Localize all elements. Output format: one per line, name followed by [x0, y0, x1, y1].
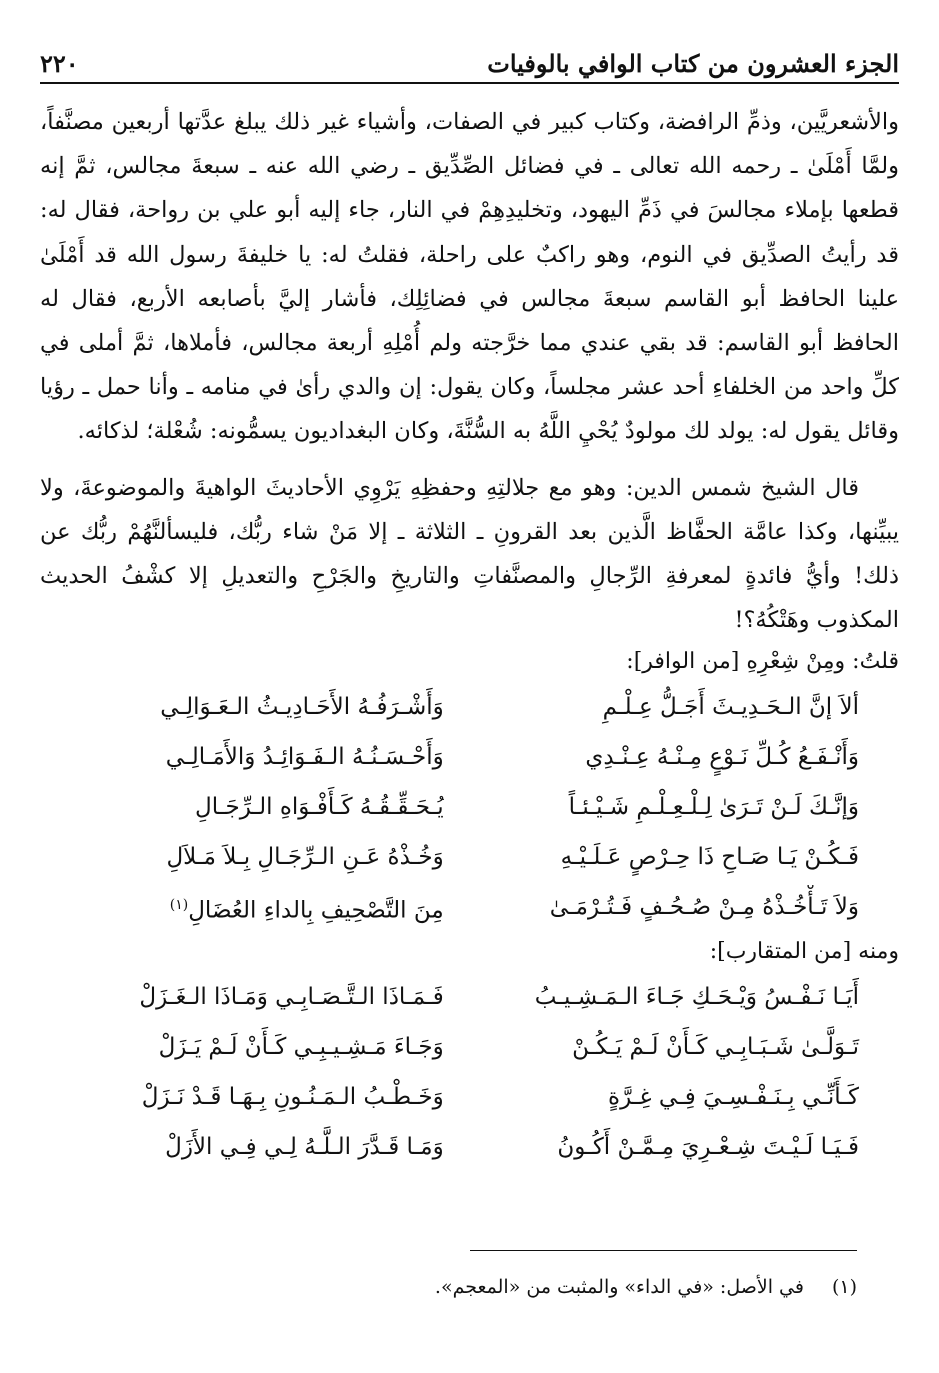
hemistich-second: وَمَـا قَـدَّرَ الـلَّـهُ لِـي فِـي الأَزَلْ: [165, 1134, 444, 1161]
running-title: الجزء العشرون من كتاب الوافي بالوفيات: [487, 49, 899, 78]
footnote-marker[interactable]: (١): [169, 896, 189, 913]
hemistich-second: فَـمَـاذَا الـتَّـصَـابِـي وَمَـاذَا الـغَـزَلْ: [139, 984, 444, 1011]
paragraph-2: قال الشيخ شمس الدين: وهو مع جلالتِهِ وحفظِهِ يَرْوِي الأحاديثَ الواهيةَ والموضوعةَ، ولا يبيِّنها، وكذا عامَّة الحفَّاظ الَّذين بعد القرونِ ـ الثلاثة ـ إلا مَنْ شاء ربُّك، فليسألنَّهُمْ ربُّك عن ذلك! وأيُّ فائدةٍ لمعرفةِ الرِّجالِ والمصنَّفاتِ والتاريخِ والجَرْحِ والتعديلِ إلا كشْفُ الحديث المكذوب وهَتْكُهُ؟!: [40, 474, 899, 634]
footnote-text: في الأصل: «في الداء» والمثبت من «المعجم».: [434, 1276, 804, 1298]
hemistich-second: وَخَـطْـبُ الـمَـنُـونِ بِـهَـا قَـدْ نَـزَلْ: [141, 1084, 444, 1111]
hemistich-second: يُـحَـقِّـقُـهُ كَـأَفْـوَاهِ الـرِّجَـالِ: [195, 794, 444, 821]
paragraph-1: والأشعريَّين، وذمِّ الرافضة، وكتاب كبير في الصفات، وأشياء غير ذلك يبلغ عدَّتها أربعين مصنَّفاً، ولمَّا أَمْلَىٰ ـ رحمه الله تعالى ـ في فضائل الصِّدِّيق ـ رضي الله عنه ـ سبعةَ مجالس، ثمَّ إنه قطعها بإملاء مجالسَ في ذَمِّ اليهود، وتخليدِهِمْ في النار، جاء إليه أبو علي بن رواحة، فقال له: قد رأيتُ الصدِّيق في النوم، وهو راكبٌ على راحلة، فقلتُ له: يا خليفةَ رسول الله قد أَمْلَىٰ علينا الحافظ أبو القاسم سبعةَ مجالس في فضائِلِك، فأشار إليَّ بأصابعه الأربع، فقال له الحافظ أبو القاسم: قد بقي عندي مما خرَّجته ولم أُمْلِهِ أربعة مجالس، فأملاها، ثمَّ أملى في كلِّ واحد من الخلفاءِ أحد عشر مجلساً، وكان يقول: إن والدي رأىٰ في منامه ـ وأنا حمل ـ رؤيا وقائل يقول له: يولد لك مولودٌ يُحْيِ اللَّهُ به السُّنَّةَ، وكان البغداديون يسمُّونه: شُعْلة؛ لذكائه.: [40, 109, 899, 445]
main-text: [40, 100, 899, 1172]
poem1-intro: قلتُ: ومِنْ شِعْرِهِ [من الوافر]:: [626, 649, 899, 675]
hemistich-second: وَأَشْـرَفُـهُ الأَحَـادِيـثُ الـعَـوَالِـي: [160, 694, 444, 721]
hemistich-second: وَخُـذْهُ عَـنِ الـرِّجَـالِ بِـلاَ مَـلاَلِ: [166, 844, 444, 871]
hemistich-first: وَإنَّـكَ لَـنْ تَـرَىٰ لِـلْـعِـلْـمِ شَـيْـئـاً: [568, 794, 859, 821]
verse: [40, 1022, 899, 1072]
poem-1: [40, 682, 899, 932]
hemistich-first: تَـوَلَّـىٰ شَـبَـابِـي كَـأَنْ لَـمْ يَـكُـنْ: [572, 1034, 859, 1061]
hemistich-first: أَيَـا نَـفْـسُ وَيْـحَـكِ جَـاءَ الـمَـشِـيـبُ: [534, 984, 859, 1011]
hemistich-first: كَـأَنِّـي بِـنَـفْـسِـيَ فِـي غِـرَّةٍ: [608, 1084, 859, 1111]
footnote-rule: [470, 1250, 857, 1251]
verse: [40, 882, 899, 932]
hemistich-first: فَـكُـنْ يَـا صَـاحِ ذَا حِـرْصٍ عَـلَـيْـهِ: [560, 844, 859, 871]
page-number: ٢٢٠: [40, 49, 79, 78]
footnote-number: (١): [831, 1276, 857, 1298]
verse: [40, 1122, 899, 1172]
verse: [40, 782, 899, 832]
hemistich-first: ألاَ إنَّ الـحَـدِيـثَ أَجَـلُّ عِـلْـمِ: [602, 694, 859, 721]
footnote: [435, 1276, 857, 1298]
poem-2: [40, 972, 899, 1172]
verse: [40, 832, 899, 882]
verse: [40, 732, 899, 782]
hemistich-first: وَأَنْـفَـعُ كُـلِّ نَـوْعٍ مِـنْـهُ عِـنْـدِي: [585, 744, 859, 771]
hemistich-first: فَـيَـا لَـيْـتَ شِـعْـرِيَ مِـمَّـنْ أَكُـونُ: [557, 1134, 859, 1161]
hemistich-second: مِنَ التَّصْحِيفِ بِالداءِ العُضَالِ: [188, 897, 444, 924]
hemistich-second: وَأَحْـسَـنُـهُ الـفَـوَائِـدُ وَالأَمَـالِـي: [165, 744, 444, 771]
poem2-intro: ومنه [من المتقارب]:: [709, 939, 899, 965]
verse: [40, 972, 899, 1022]
verse: [40, 682, 899, 732]
hemistich-second: وَجَـاءَ مَـشِـيـبِـي كَـأَنْ لَـمْ يَـزَلْ: [158, 1034, 444, 1061]
page-header: [40, 38, 899, 78]
hemistich-second-with-footnote: [40, 883, 444, 933]
header-rule: [40, 82, 899, 84]
hemistich-first: وَلاَ تَـأْخُـذْهُ مِـنْ صُـحُـفٍ فَـتُـرْمَـىٰ: [549, 894, 859, 921]
verse: [40, 1072, 899, 1122]
